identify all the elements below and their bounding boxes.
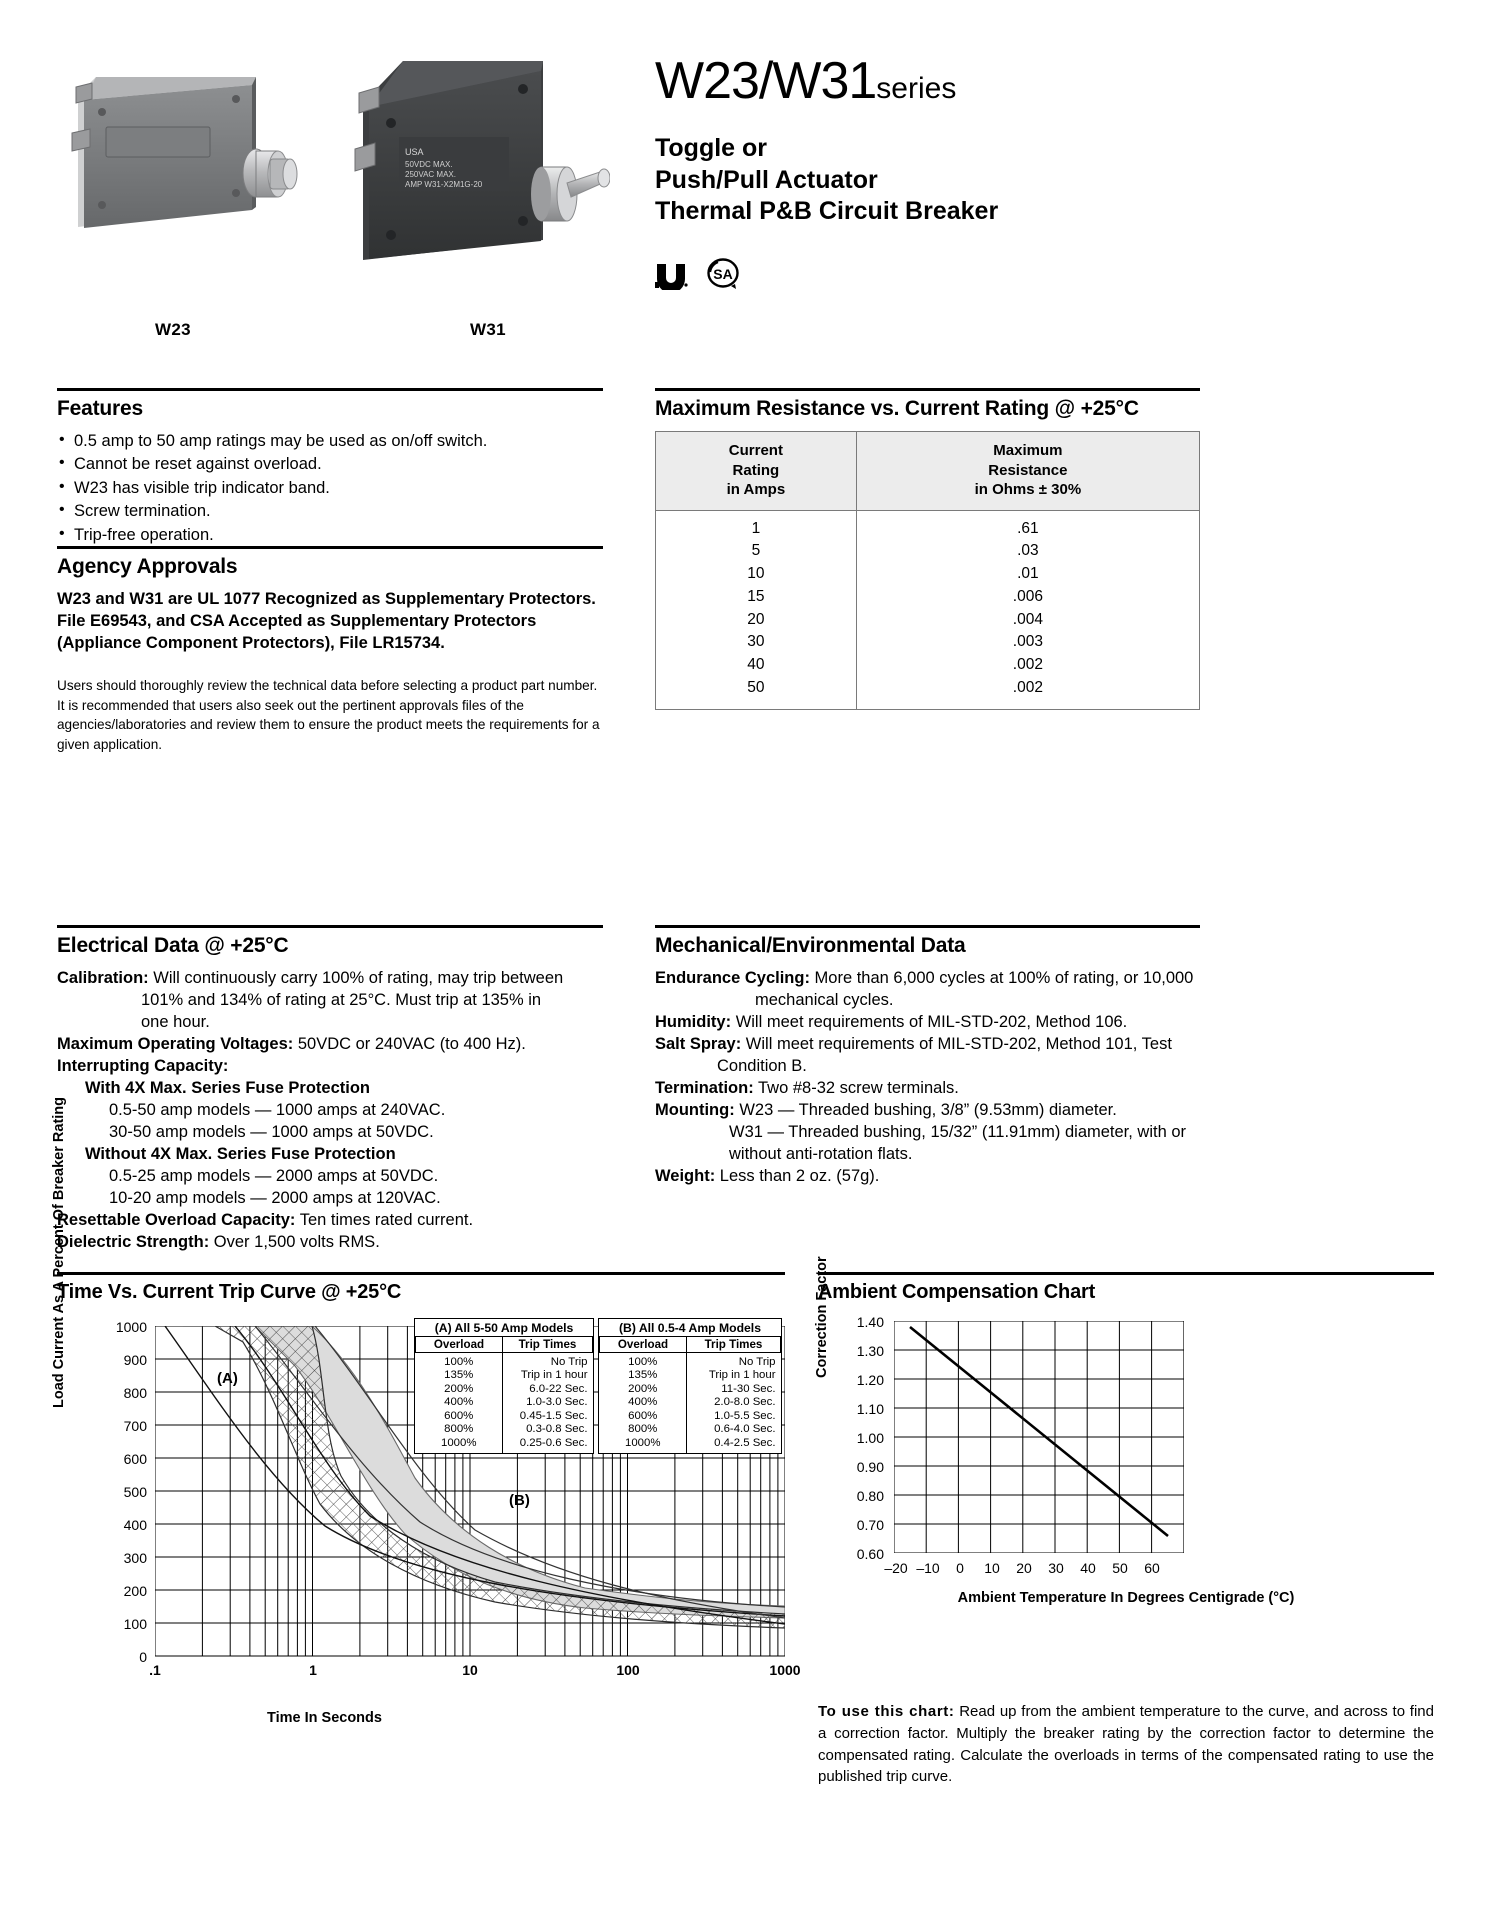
cell-trip-time: 0.25-0.6 Sec.	[519, 1436, 588, 1449]
col2-header-line3: in Ohms ± 30%	[974, 481, 1082, 498]
table-row	[600, 1369, 781, 1382]
with-fuse-line-1: 0.5-50 amp models — 1000 amps at 240VAC.	[109, 1101, 446, 1120]
spec-label: Salt Spray:	[655, 1035, 742, 1054]
table-row	[416, 1369, 593, 1382]
y-axis-label-line1: Load Current As A Percent Of Breaker Rating	[51, 1096, 67, 1408]
without-fuse-line-2: 10-20 amp models — 2000 amps at 120VAC.	[109, 1189, 441, 1208]
spec-value: 50VDC or 240VAC (to 400 Hz).	[297, 1035, 526, 1054]
use-chart-lead: To use this chart:	[818, 1703, 955, 1720]
cell-ohms	[856, 631, 1199, 654]
x-tick-1: 1	[309, 1662, 317, 1678]
w23-product-image	[70, 55, 300, 290]
cell-trip-time: Trip in 1 hour	[520, 1369, 588, 1382]
y-tick-1000: 1000	[115, 1319, 147, 1335]
cell-amps	[656, 654, 857, 677]
ambient-plot	[894, 1321, 1184, 1553]
cell-overload: 600%	[416, 1410, 503, 1423]
column-header-trip-times: Trip Times	[687, 1337, 781, 1353]
y-tick-500: 500	[123, 1484, 147, 1500]
cell-overload: 1000%	[416, 1437, 503, 1453]
cell-amps	[656, 631, 857, 654]
cell-overload: 135%	[416, 1369, 503, 1382]
cell-amps	[656, 510, 857, 540]
table-row	[600, 1396, 781, 1409]
features-section	[57, 388, 603, 547]
spec-value: Less than 2 oz. (57g).	[719, 1167, 880, 1186]
column-header-overload: Overload	[416, 1337, 503, 1353]
col1-header-line2: Rating	[732, 461, 780, 479]
spec-mounting-cont-1: W31 — Threaded bushing, 15/32” (11.91mm) diameter, with or	[729, 1123, 1187, 1142]
overlay-table-a	[414, 1318, 594, 1454]
spec-dielectric-strength	[57, 1231, 603, 1253]
agency-line-2: File E69543, and CSA Accepted as Supplementary Protectors	[57, 612, 537, 631]
title-block	[655, 52, 1435, 290]
table-header-row	[600, 1337, 781, 1353]
amb-y-tick-0p90: 0.90	[856, 1459, 884, 1475]
agency-line-1: W23 and W31 are UL 1077 Recognized as Supplementary Protectors.	[57, 590, 596, 608]
spec-termination	[655, 1077, 1200, 1099]
table-header-row	[656, 432, 1200, 511]
amps-value: 30	[747, 633, 765, 651]
cell-ohms	[856, 510, 1199, 540]
agency-approvals-section	[57, 546, 603, 755]
cell-overload: 400%	[600, 1396, 687, 1409]
spec-calibration	[57, 967, 603, 989]
amb-y-tick-1p30: 1.30	[856, 1343, 884, 1359]
x-tick-0p1: .1	[149, 1662, 161, 1678]
spec-mounting	[655, 1099, 1200, 1121]
amps-value: 10	[747, 565, 765, 583]
cell-trip-time: 0.3-0.8 Sec.	[526, 1423, 588, 1436]
spec-value: Will continuously carry 100% of rating, may trip between	[153, 969, 564, 987]
agency-note: Users should thoroughly review the technical data before selecting a product part number. It is recommended that users also seek out the pertinent approvals files of the agencies/laboratories and review them to ensure the product meets the requirements for a given application.	[57, 678, 600, 753]
subtitle-line-1: Toggle or	[655, 134, 768, 162]
y-tick-900: 900	[123, 1352, 147, 1368]
amps-value: 50	[747, 678, 765, 696]
spec-endurance-cycling	[655, 967, 1200, 989]
cell-trip-time: 1.0-3.0 Sec.	[526, 1396, 588, 1409]
spec-label: Endurance Cycling:	[655, 969, 810, 987]
amb-x-tick-0: 0	[956, 1560, 964, 1576]
use-chart-text: Read up from the ambient temperature to the curve, and across to find a correction factor. Multiply the breaker rating by the correction factor to determine the compensated rating. Calculate the overloads in terms of the compensated rating to use the published trip curve.	[818, 1703, 1434, 1786]
ambient-chart-heading: Ambient Compensation Chart	[818, 1281, 1096, 1303]
cell-overload: 200%	[600, 1383, 687, 1396]
mechanical-spec-list	[655, 967, 1200, 1187]
cell-ohms	[856, 586, 1199, 609]
spec-resettable-overload	[57, 1209, 603, 1231]
overlay-table-a-title: (A) All 5-50 Amp Models	[415, 1319, 593, 1336]
list-item: • Trip-free operation.	[57, 524, 603, 547]
spec-humidity	[655, 1011, 1200, 1033]
spec-salt-spray-cont: Condition B.	[717, 1057, 807, 1076]
y-tick-800: 800	[123, 1385, 147, 1401]
spec-mounting-cont-2: without anti-rotation flats.	[729, 1145, 913, 1164]
cell-trip-time: No Trip	[550, 1356, 588, 1368]
spec-label: Weight:	[655, 1167, 716, 1186]
spec-value: Over 1,500 volts RMS.	[213, 1233, 380, 1252]
cell-amps	[656, 540, 857, 563]
table-row	[656, 609, 1200, 632]
ambient-chart-section	[814, 1256, 1434, 1618]
spec-label: Interrupting Capacity:	[57, 1057, 229, 1076]
mechanical-heading: Mechanical/Environmental Data	[655, 934, 966, 957]
agency-marks	[655, 250, 1435, 290]
spec-value: Ten times rated current.	[299, 1211, 474, 1230]
col2-header-line1: Maximum	[993, 442, 1063, 459]
ohms-value: .003	[1012, 633, 1043, 651]
trip-curve-heading: Time Vs. Current Trip Curve @ +25°C	[57, 1281, 402, 1303]
table-row	[416, 1423, 593, 1436]
ohms-value: .002	[1012, 656, 1043, 674]
table-row	[416, 1437, 593, 1453]
overlay-table-a-grid	[415, 1336, 593, 1453]
electrical-data-section	[57, 925, 603, 1253]
ohms-value: .004	[1012, 610, 1043, 628]
page-subtitle	[655, 133, 1435, 228]
spec-label: Dielectric Strength:	[57, 1233, 210, 1252]
features-heading: Features	[57, 397, 143, 420]
col1-header-line1: Current	[728, 442, 783, 459]
amps-value: 15	[747, 587, 765, 605]
overlay-table-b-grid	[599, 1336, 781, 1453]
amps-value: 40	[747, 656, 765, 674]
list-item: • 0.5 amp to 50 amp ratings may be used as on/off switch.	[57, 430, 603, 453]
band-a-label: (A)	[217, 1370, 238, 1387]
amb-y-tick-0p60: 0.60	[856, 1546, 884, 1562]
cell-overload: 400%	[416, 1396, 503, 1409]
cell-overload: 135%	[600, 1369, 687, 1382]
with-fuse-line-2: 30-50 amp models — 1000 amps at 50VDC.	[109, 1123, 434, 1142]
cell-overload: 600%	[600, 1410, 687, 1423]
list-item: • W23 has visible trip indicator band.	[57, 477, 603, 500]
cell-trip-time: 0.4-2.5 Sec.	[714, 1436, 776, 1449]
cell-amps	[656, 609, 857, 632]
overlay-table-b-title: (B) All 0.5-4 Amp Models	[599, 1319, 781, 1336]
cell-ohms	[856, 540, 1199, 563]
cell-trip-time: 6.0-22 Sec.	[529, 1382, 588, 1395]
electrical-spec-list	[57, 967, 603, 1253]
resistance-heading: Maximum Resistance vs. Current Rating @ +25°C	[655, 397, 1139, 420]
amb-x-tick-60: 60	[1144, 1560, 1160, 1576]
cell-trip-time: 0.6-4.0 Sec.	[714, 1423, 776, 1436]
resistance-table	[655, 431, 1200, 710]
correction-factor-line	[910, 1327, 1168, 1536]
col2-header-line2: Resistance	[988, 461, 1068, 479]
spec-label: Maximum Operating Voltages:	[57, 1035, 294, 1054]
resistance-table-section	[655, 388, 1200, 710]
agency-statement	[57, 588, 603, 654]
subtitle-line-3: Thermal P&B Circuit Breaker	[655, 197, 999, 225]
x-tick-100: 100	[616, 1662, 640, 1678]
table-row	[600, 1410, 781, 1423]
trip-curve-y-axis-label	[51, 1097, 68, 1408]
x-tick-1000: 1000	[769, 1662, 801, 1678]
features-list	[57, 430, 603, 547]
column-header-overload: Overload	[600, 1337, 687, 1353]
y-tick-200: 200	[123, 1583, 147, 1599]
table-row	[600, 1437, 781, 1453]
spec-salt-spray	[655, 1033, 1200, 1055]
spec-label: Termination:	[655, 1079, 754, 1098]
agency-heading: Agency Approvals	[57, 555, 238, 578]
ul-recognized-icon	[655, 260, 689, 290]
col1-header-line3: in Amps	[726, 481, 786, 498]
cell-overload: 800%	[600, 1423, 687, 1436]
table-row	[656, 654, 1200, 677]
column-header-trip-times: Trip Times	[503, 1337, 593, 1353]
table-row	[600, 1383, 781, 1396]
trip-curve-x-axis-label: Time In Seconds	[267, 1710, 382, 1726]
spec-label: Mounting:	[655, 1101, 735, 1120]
band-b-label: (B)	[509, 1492, 530, 1509]
table-row	[600, 1423, 781, 1436]
spec-calibration-cont-2: one hour.	[141, 1013, 210, 1032]
table-row	[656, 510, 1200, 540]
cell-trip-time: No Trip	[738, 1356, 776, 1368]
y-tick-700: 700	[123, 1418, 147, 1434]
subheading-with-fuse: With 4X Max. Series Fuse Protection	[85, 1079, 371, 1098]
table-row	[656, 540, 1200, 563]
cell-overload: 100%	[416, 1353, 503, 1370]
subtitle-line-2: Push/Pull Actuator	[655, 165, 878, 194]
electrical-heading: Electrical Data @ +25°C	[57, 934, 289, 957]
cell-trip-time: Trip in 1 hour	[708, 1369, 776, 1382]
amb-x-tick-40: 40	[1080, 1560, 1096, 1576]
subheading-without-fuse: Without 4X Max. Series Fuse Protection	[85, 1145, 396, 1164]
table-row	[416, 1383, 593, 1396]
amb-x-tick--20: –20	[884, 1560, 908, 1576]
table-row	[416, 1396, 593, 1409]
column-header-current-rating	[656, 432, 857, 511]
use-chart-instructions	[818, 1701, 1434, 1788]
y-tick-0: 0	[139, 1649, 147, 1665]
x-tick-10: 10	[462, 1662, 478, 1678]
ohms-value: .03	[1017, 542, 1039, 560]
cell-trip-time: 11-30 Sec.	[721, 1382, 776, 1395]
w23-caption: W23	[155, 320, 191, 339]
table-row	[416, 1353, 593, 1370]
spec-value: W23 — Threaded bushing, 3/8” (9.53mm) diameter.	[739, 1101, 1117, 1120]
table-header-row	[416, 1337, 593, 1353]
cell-ohms	[856, 677, 1199, 709]
amps-value: 1	[751, 519, 761, 537]
cell-overload: 800%	[416, 1423, 503, 1436]
table-row	[656, 677, 1200, 709]
spec-max-operating-voltages	[57, 1033, 603, 1055]
svg-text:USA: USA	[405, 147, 424, 157]
spec-value: Will meet requirements of MIL-STD-202, Method 106.	[735, 1013, 1128, 1032]
amb-y-tick-1p00: 1.00	[856, 1430, 884, 1446]
amb-x-tick-30: 30	[1048, 1560, 1064, 1576]
amb-x-tick-20: 20	[1016, 1560, 1032, 1576]
table-row	[416, 1410, 593, 1423]
spec-label: Humidity:	[655, 1013, 732, 1032]
agency-line-3: (Appliance Component Protectors), File LR15734.	[57, 634, 445, 653]
page-title-series: series	[876, 72, 957, 105]
ambient-y-axis-label: Correction Factor	[814, 1256, 830, 1378]
table-row	[656, 631, 1200, 654]
spec-label: Resettable Overload Capacity:	[57, 1211, 296, 1230]
y-tick-400: 400	[123, 1517, 147, 1533]
ohms-value: .006	[1012, 587, 1043, 605]
ohms-value: .002	[1012, 678, 1043, 696]
spec-label: Calibration:	[57, 969, 149, 987]
cell-trip-time: 2.0-8.0 Sec.	[714, 1396, 776, 1409]
cell-ohms	[856, 563, 1199, 586]
page-title-main: W23/W31	[655, 52, 877, 110]
table-row	[656, 586, 1200, 609]
amb-x-tick-10: 10	[984, 1560, 1000, 1576]
cell-ohms	[856, 609, 1199, 632]
amb-y-tick-1p10: 1.10	[856, 1401, 884, 1417]
ohms-value: .61	[1017, 519, 1039, 537]
page-header	[0, 0, 1491, 360]
amps-value: 20	[747, 610, 765, 628]
svg-text:50VDC MAX.: 50VDC MAX.	[405, 160, 453, 169]
spec-value: More than 6,000 cycles at 100% of rating, or 10,000	[814, 969, 1194, 987]
y-tick-100: 100	[123, 1616, 147, 1632]
cell-amps	[656, 586, 857, 609]
svg-text:SA: SA	[713, 265, 733, 282]
cell-trip-time: 0.45-1.5 Sec.	[519, 1409, 588, 1422]
spec-value: Will meet requirements of MIL-STD-202, Method 101, Test	[745, 1035, 1172, 1054]
ohms-value: .01	[1017, 565, 1039, 583]
cell-overload: 1000%	[600, 1437, 687, 1453]
amps-value: 5	[751, 542, 761, 560]
without-fuse-line-1: 0.5-25 amp models — 2000 amps at 50VDC.	[109, 1167, 439, 1186]
ambient-x-axis-label: Ambient Temperature In Degrees Centigrade (°C)	[957, 1590, 1295, 1606]
cell-trip-time: 1.0-5.5 Sec.	[714, 1409, 776, 1422]
list-item: • Screw termination.	[57, 500, 603, 523]
spec-value: Two #8-32 screw terminals.	[758, 1079, 959, 1098]
table-row	[656, 563, 1200, 586]
cell-overload: 200%	[416, 1383, 503, 1396]
amb-y-tick-0p70: 0.70	[856, 1517, 884, 1533]
cell-overload: 100%	[600, 1353, 687, 1370]
amb-y-tick-0p80: 0.80	[856, 1488, 884, 1504]
mechanical-data-section	[655, 925, 1200, 1187]
product-photos	[60, 45, 620, 345]
w31-product-image	[345, 45, 610, 300]
table-row	[600, 1353, 781, 1370]
spec-interrupting-capacity	[57, 1055, 603, 1077]
cell-amps	[656, 677, 857, 709]
spec-endurance-cont: mechanical cycles.	[755, 991, 894, 1010]
svg-text:AMP W31-X2M1G-20: AMP W31-X2M1G-20	[405, 180, 483, 189]
y-tick-300: 300	[123, 1550, 147, 1566]
overlay-table-b	[598, 1318, 782, 1454]
cell-ohms	[856, 654, 1199, 677]
y-tick-600: 600	[123, 1451, 147, 1467]
svg-text:250VAC MAX.: 250VAC MAX.	[405, 170, 456, 179]
spec-weight	[655, 1165, 1200, 1187]
amb-y-tick-1p40: 1.40	[856, 1314, 884, 1330]
cell-amps	[656, 563, 857, 586]
w31-caption: W31	[470, 320, 506, 339]
amb-x-tick--10: –10	[916, 1560, 940, 1576]
list-item: • Cannot be reset against overload.	[57, 453, 603, 476]
page-title	[655, 52, 1435, 110]
amb-y-tick-1p20: 1.20	[856, 1372, 884, 1388]
csa-icon	[707, 258, 741, 290]
amb-x-tick-50: 50	[1112, 1560, 1128, 1576]
column-header-max-resistance	[856, 432, 1199, 511]
spec-calibration-cont-1: 101% and 134% of rating at 25°C. Must trip at 135% in	[141, 991, 542, 1010]
